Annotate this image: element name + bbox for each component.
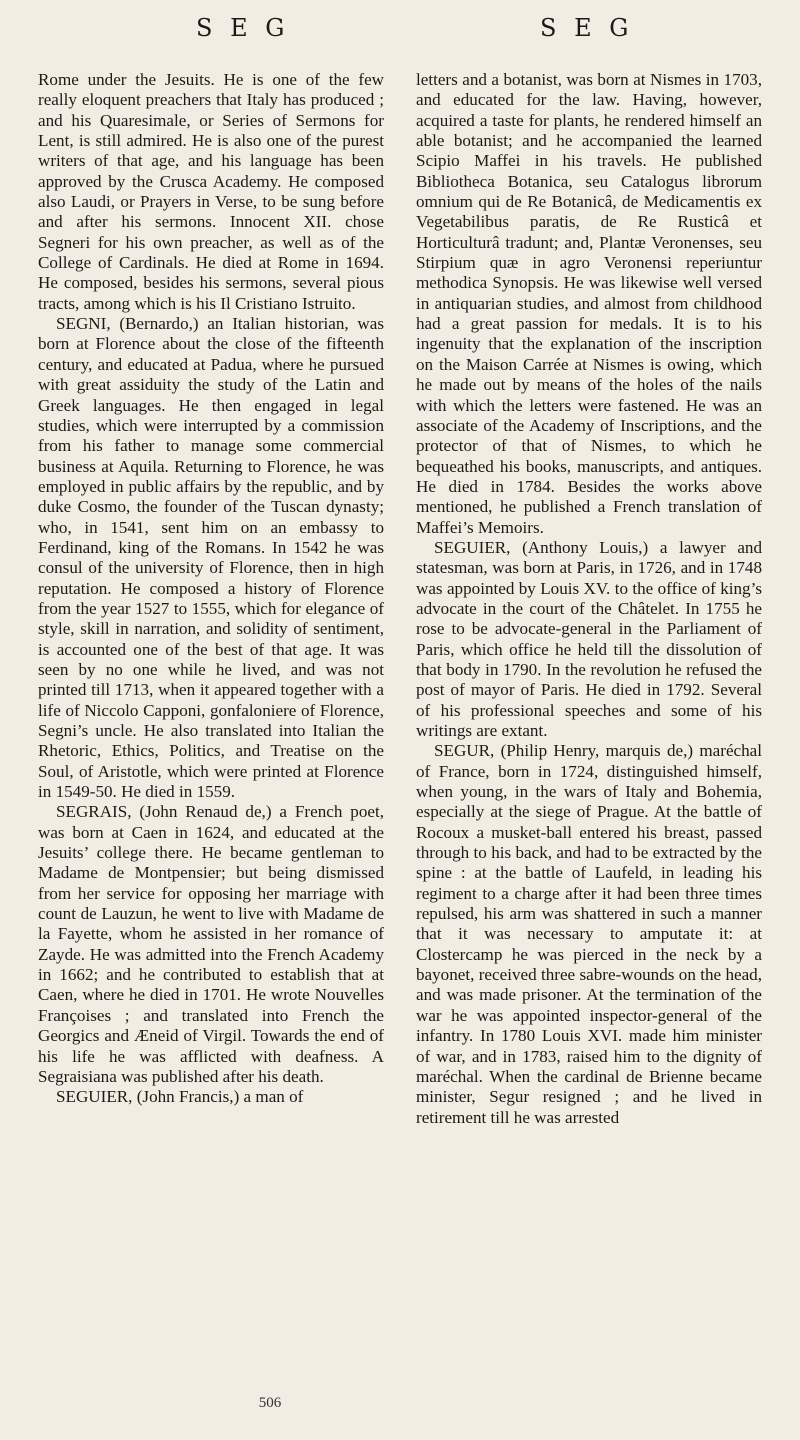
running-head-right: S E G [540, 14, 634, 42]
page-number: 506 [258, 1395, 282, 1411]
entry-segrais: SEGRAIS, (John Renaud de,) a French poet, was born at Caen in 1624, and educated at the Jesuits’ college there. He became gentleman to Madame de Montpensier; but being dismissed from her service for opposing her marriage with count de Lauzun, he went to live with Madame de la Fayette, whom he assisted in her romance of Zayde. He was admitted into the French Academy in 1662; and he contributed to establish that at Caen, where he died in 1701. He wrote Nouvelles Françoises ; and translated into French the Georgics and Æneid of Virgil. Towards the end of his life he was afflicted with deafness. A Segraisiana was published after his death. [38, 802, 384, 1086]
entry-segur: SEGUR, (Philip Henry, marquis de,) maréchal of France, born in 1724, distinguished himself, when young, in the wars of Italy and Bohemia, especially at the siege of Prague. At the battle of Rocoux a musket-ball entered his breast, passed through to his back, and had to be extracted by the spine : at the battle of Laufeld, in leading his regiment to a charge after it had been three times repulsed, his arm was shattered in such a manner that it was necessary to amputate it: at Clostercamp he was pierced in the neck by a bayonet, received three sabre-wounds on the head, and was made prisoner. At the termination of the war he was appointed inspector-general of the infantry. In 1780 Louis XVI. made him minister of war, and in 1783, raised him to the dignity of maréchal. When the cardinal de Brienne became minister, Segur resigned ; and he lived in retirement till he was arrested [416, 741, 762, 1127]
entry-seguier-john-francis: SEGUIER, (John Francis,) a man of [56, 1087, 304, 1107]
paragraph-segneri-continued: Rome under the Jesuits. He is one of the few really eloquent preachers that Italy has produced ; and his Quaresimale, or Series of Sermons for Lent, is still admired. He is also one of the purest writers of that age, and his language has been approved by the Crusca Academy. He composed also Laudi, or Prayers in Verse, to be sung before and after his sermons. Innocent XII. chose Segneri for his own preacher, as well as of the College of Cardinals. He died at Rome in 1694. He composed, besides his sermons, several pious tracts, among which is his Il Cristiano Istruito. [38, 70, 384, 313]
entry-seguier-anthony-louis: SEGUIER, (Anthony Louis,) a lawyer and statesman, was born at Paris, in 1726, and in 1748 was appointed by Louis XV. to the office of king’s advocate in the court of the Châtelet. In 1755 he rose to be advocate-general in the Parliament of Paris, which office he held till the dissolution of that body in 1790. In the revolution he refused the post of mayor of Paris. He died in 1792. Several of his professional speeches and some of his writings are extant. [416, 537, 762, 740]
paragraph-seguier-continued: letters and a botanist, was born at Nismes in 1703, and educated for the law. Having, however, acquired a taste for plants, he rendered himself an able botanist; and he accompanied the learned Scipio Maffei in his travels. He published Bibliotheca Botanica, seu Catalogus librorum omnium qui de Re Botanicâ, de Medicamentis ex Vegetabilibus paratis, de Re Rusticâ et Horticulturâ tradunt; and, Plantæ Veronenses, seu Stirpium quæ in agro Veronensi reperiuntur methodica Synopsis. He was likewise well versed in antiquarian studies, and almost from childhood had a great passion for medals. It is to his ingenuity that the explanation of the inscription on the Maison Carrée at Nismes is owing, which he made out by means of the holes of the nails with which the letters were fastened. He was an associate of the Academy of Inscriptions, and the protector of that of Nismes, to which he bequeathed his books, manuscripts, and antiques. He died in 1784. Besides the works above mentioned, he published a French translation of Maffei’s Memoirs. [416, 70, 762, 537]
running-header [0, 14, 800, 44]
running-head-left: S E G [196, 14, 290, 42]
entry-segni: SEGNI, (Bernardo,) an Italian historian, was born at Florence about the close of the fifteenth century, and educated at Padua, where he pursued with great assiduity the study of the Latin and Greek languages. He then engaged in legal studies, which were interrupted by a commission from his father to manage some commercial business at Aquila. Returning to Florence, he was employed in public affairs by the republic, and by duke Cosmo, the founder of the Tuscan dynasty; who, in 1541, sent him on an embassy to Ferdinand, king of the Romans. In 1542 he was consul of the university of Florence, then in high reputation. He composed a history of Florence from the year 1527 to 1555, which for elegance of style, skill in narration, and solidity of sentiment, is accounted one of the best of that age. It was seen by no one while he lived, and was not printed till 1713, when it appeared together with a life of Niccolo Capponi, gonfaloniere of Florence, Segni’s uncle. He also translated into Italian the Rhetoric, Ethics, Politics, and Treatise on the Soul, of Aristotle, which were printed at Florence in 1549-50. He died in 1559. [38, 314, 384, 802]
left-column [38, 70, 384, 1108]
right-column [416, 70, 762, 1128]
